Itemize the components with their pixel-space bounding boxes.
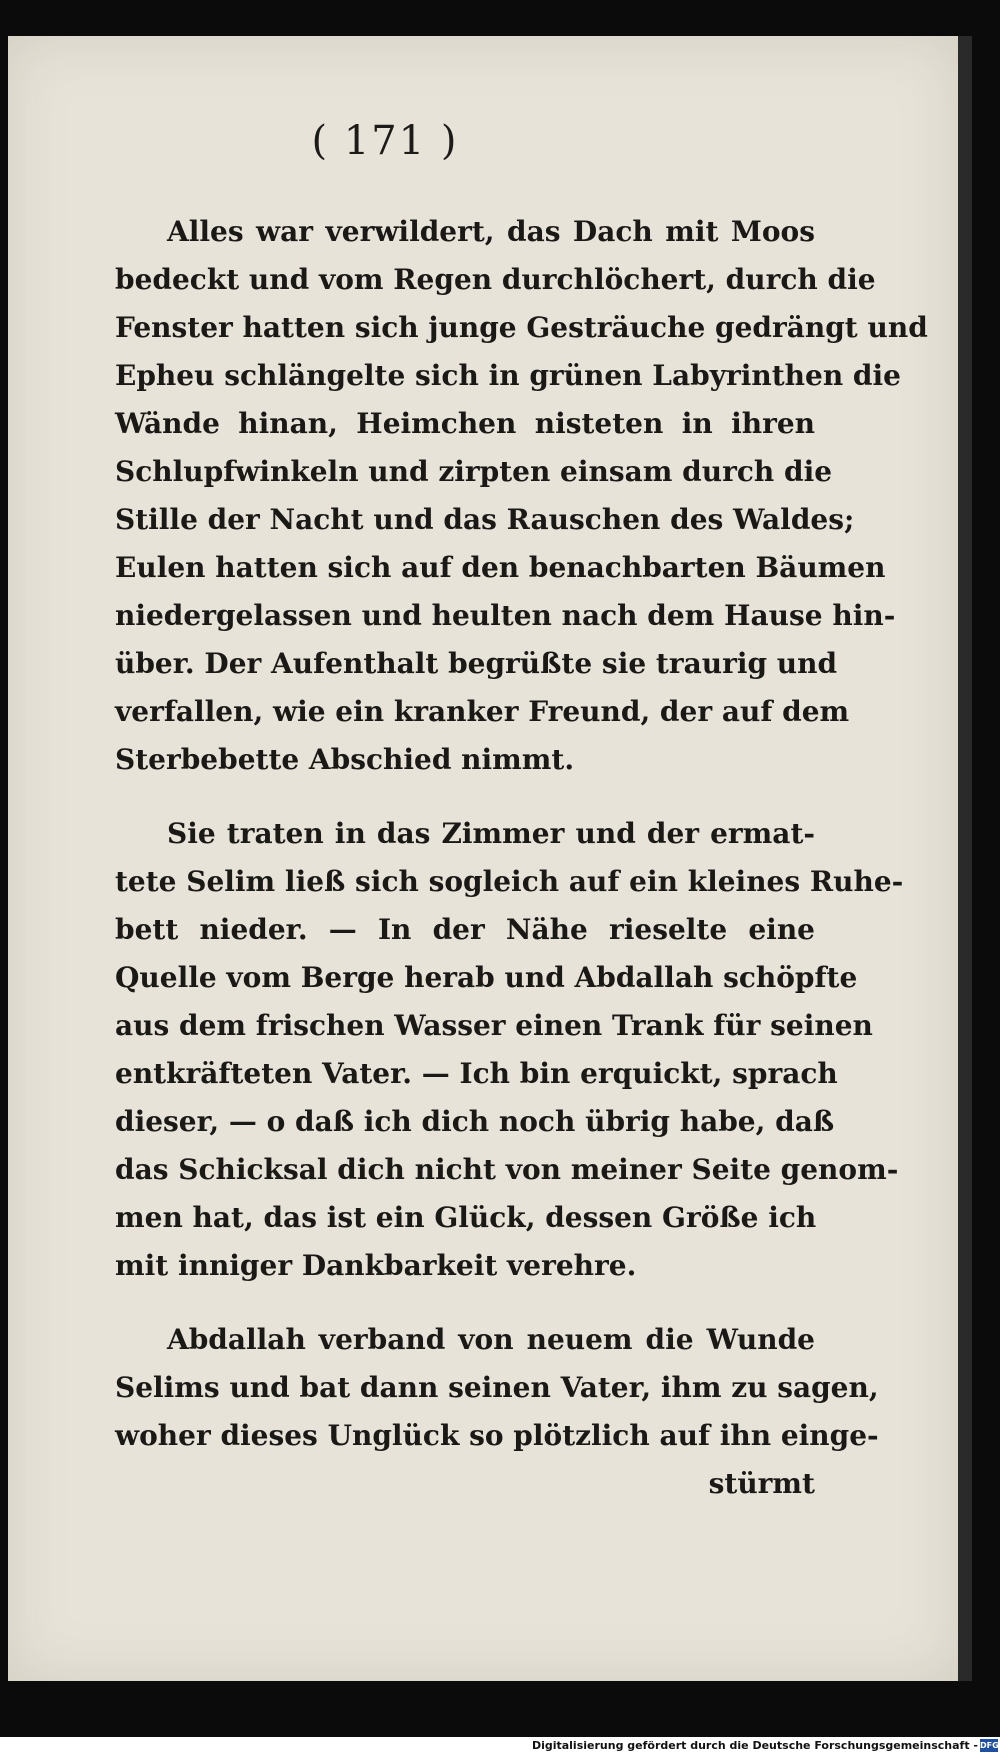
text-line: Schlupfwinkeln und zirpten einsam durch die — [115, 455, 833, 488]
catchword: stürmt — [708, 1467, 815, 1500]
paragraph-gap — [115, 784, 815, 810]
text-line: verfallen, wie ein kranker Freund, der auf dem — [115, 695, 850, 728]
text-line: niedergelassen und heulten nach dem Hause hin- — [115, 599, 896, 632]
text-line: Abdallah verband von neuem die Wunde — [167, 1323, 815, 1356]
text-line: bedeckt und vom Regen durchlöchert, durch die — [115, 263, 876, 296]
dfg-logo: DFG — [980, 1741, 999, 1750]
text-line: Sie traten in das Zimmer und der ermat- — [167, 817, 815, 850]
text-line: Epheu schlängelte sich in grünen Labyrinthen die — [115, 359, 901, 392]
paragraph-3 — [115, 1316, 879, 1460]
text-line: Stille der Nacht und das Rauschen des Waldes; — [115, 503, 855, 536]
text-line: bett nieder. — In der Nähe rieselte eine — [115, 913, 815, 946]
paragraph-1 — [115, 208, 928, 784]
text-line: men hat, das ist ein Glück, dessen Größe ich — [115, 1201, 817, 1234]
text-line: tete Selim ließ sich sogleich auf ein kleines Ruhe- — [115, 865, 904, 898]
text-line: Alles war verwildert, das Dach mit Moos — [167, 215, 815, 248]
footer-credit: Digitalisierung gefördert durch die Deutsche Forschungsgemeinschaft - — [531, 1739, 978, 1752]
text-line: Eulen hatten sich auf den benachbarten Bäumen — [115, 551, 886, 584]
text-line: woher dieses Unglück so plötzlich auf ihn einge- — [115, 1419, 879, 1452]
text-line: über. Der Aufenthalt begrüßte sie traurig und — [115, 647, 838, 680]
text-line: entkräfteten Vater. — Ich bin erquickt, sprach — [115, 1057, 838, 1090]
text-line: Wände hinan, Heimchen nisteten in ihren — [115, 407, 815, 440]
page-number: ( 171 ) — [311, 118, 459, 164]
text-line: aus dem frischen Wasser einen Trank für seinen — [115, 1009, 873, 1042]
text-line: Selims und bat dann seinen Vater, ihm zu sagen, — [115, 1371, 879, 1404]
paragraph-gap — [115, 1290, 815, 1316]
paragraph-2 — [115, 810, 904, 1290]
text-line: Quelle vom Berge herab und Abdallah schöpfte — [115, 961, 858, 994]
text-line: dieser, — o daß ich dich noch übrig habe, daß — [115, 1105, 835, 1138]
text-line: Sterbebette Abschied nimmt. — [115, 743, 575, 776]
page-edge — [958, 36, 972, 1681]
text-line: Fenster hatten sich junge Gesträuche gedrängt und — [115, 311, 928, 344]
text-line: mit inniger Dankbarkeit verehre. — [115, 1249, 637, 1282]
text-line: das Schicksal dich nicht von meiner Seite genom- — [115, 1153, 899, 1186]
body-text — [115, 208, 928, 1508]
